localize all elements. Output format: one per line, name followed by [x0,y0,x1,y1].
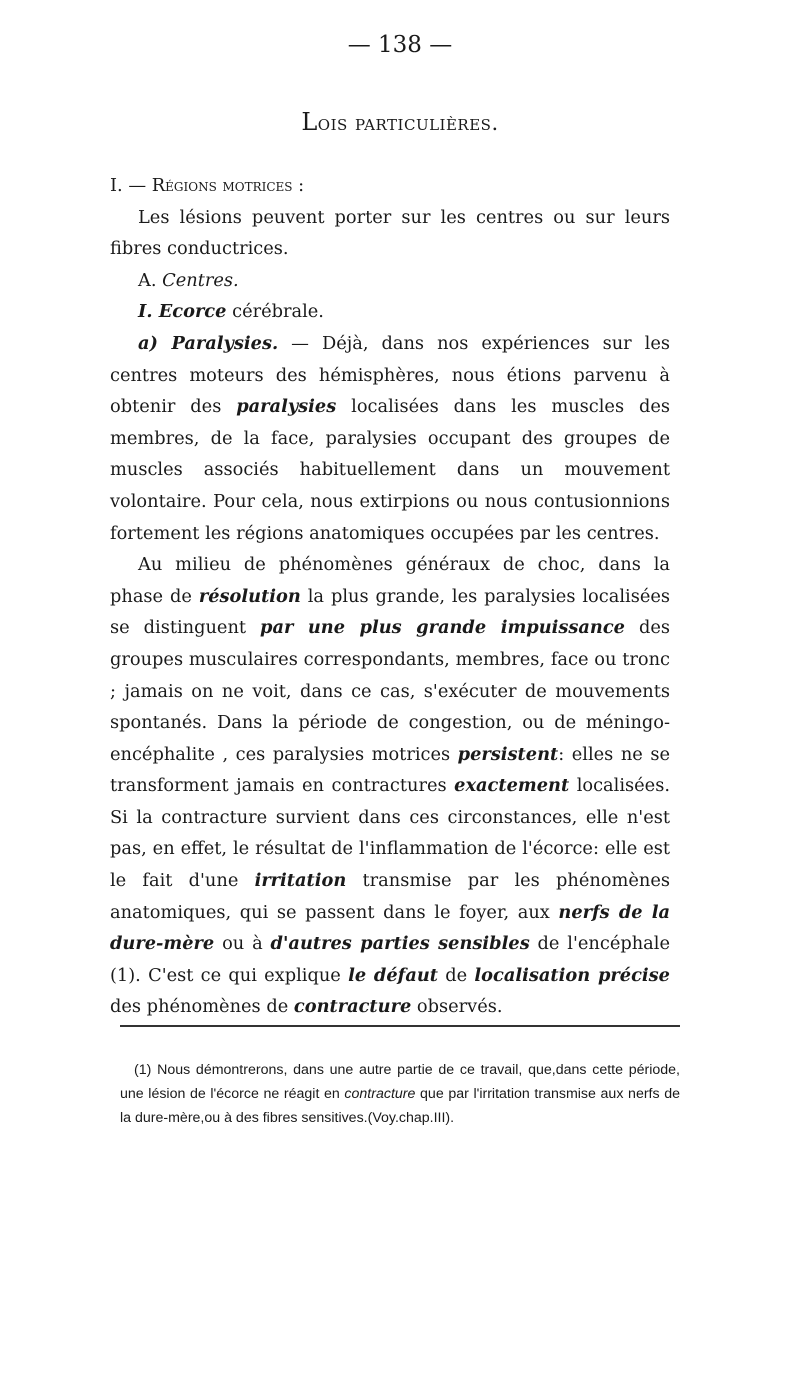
p1-text-1: — Déjà, dans nos expériences sur les centres moteurs des hémisphères, nous étions parvenu à obtenir des [110,332,671,418]
subheading-centres [110,265,670,297]
p2-emph-7: d'autres parties sensibles [270,933,530,955]
section-title-initial: L [301,108,318,136]
page-number: — 138 — [347,32,453,58]
p2-text-3: des groupes musculaires correspondants, membres, face ou tronc ; jamais on ne voit, dans ce cas, s'exécuter de mouvements spontanés. Dans la période de congestion, ou de méningo-encéphalite , ces paralysies motrices [110,617,671,765]
p2-emph-10: contracture [293,996,412,1018]
p2-text-11: observés. [411,996,503,1018]
heading-numeral: I. — [110,175,152,196]
p2-text-6: transmise par les phénomènes anatomiques, qui se passent dans le foyer, aux [110,870,670,923]
p2-emph-6: nerfs de la dure-mère [110,901,670,955]
p2-emph-9: localisation précise [474,964,670,986]
subheading-ecorce [110,296,670,328]
p2-text-10: des phénomènes de [110,996,294,1018]
footnote-emph-1: contracture [344,1086,416,1103]
footnote-text-2: que par l'irritation transmise aux nerfs de la dure-mère,ou à des fibres sensitives.(Voy.chap.III). [120,1086,680,1127]
body-text [110,170,670,1023]
subheading-ecorce-label: I. Ecorce [138,301,227,323]
p2-emph-3: persistent [457,743,559,765]
p2-emph-5: irritation [254,870,347,892]
footnote [120,1058,680,1130]
heading-regions-motrices [110,170,670,202]
heading-rest: égions motrices : [165,175,305,196]
p2-text-2: la plus grande, les paralysies localisées se distinguent [110,585,670,639]
p2-text-1: Au milieu de phénomènes généraux de choc, dans la phase de [110,554,670,607]
p1-emph-1: paralysies [236,396,337,418]
footnote-text-1: (1) Nous démontrerons, dans une autre partie de ce travail, que,dans cette période, une lésion de l'écorce ne réagit en [120,1062,680,1103]
p2-text-8: de l'encéphale (1). C'est ce qui explique [110,933,670,986]
p2-emph-8: le défaut [348,964,438,986]
intro-paragraph: Les lésions peuvent porter sur les centres ou sur leurs fibres conductrices. [110,206,670,260]
paragraph-choc [110,549,670,1023]
p2-emph-1: résolution [198,585,301,607]
heading-initial: R [151,175,166,196]
p2-text-5: localisées. Si la contracture survient dans ces circonstances, elle n'est pas, en effet, le résultat de l'inflammation de l'écorce: elle est le fait d'une [110,775,670,892]
p2-text-9: de [437,964,475,986]
p2-text-4: : elles ne se transforment jamais en contractures [110,743,670,797]
footnote-divider [120,1025,680,1027]
paralysies-label: a) Paralysies. [138,332,279,354]
subheading-centres-letter: A. [138,269,163,291]
p2-text-7: ou à [214,933,271,955]
section-title [0,108,800,136]
subheading-centres-label: Centres. [162,269,239,291]
p1-text-2: localisées dans les muscles des membres, de la face, paralysies occupant des groupes de muscles associés habituellement dans un mouvement volontaire. Pour cela, nous extirpions ou nous contusionnions fortement les régions anatomiques occupées par les centres. [110,396,670,544]
subheading-ecorce-rest: cérébrale. [226,301,324,323]
p2-emph-2: par une plus grande impuissance [260,617,625,639]
paragraph-paralysies [110,328,670,549]
p2-emph-4: exactement [454,775,570,797]
section-title-rest: ois particulières. [317,111,499,135]
